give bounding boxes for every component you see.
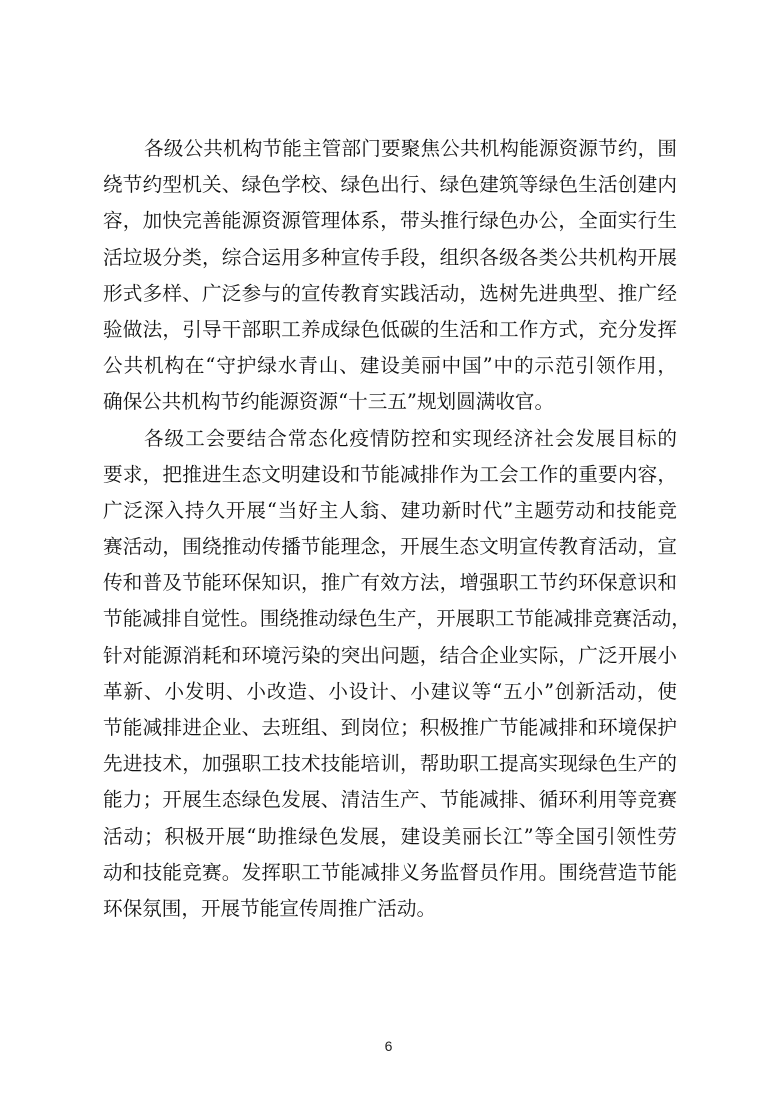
paragraph-line: 节能减排自觉性。围绕推动绿色生产，开展职工节能减排竞赛活动， <box>103 607 691 631</box>
paragraph-line: 验做法，引导干部职工养成绿色低碳的生活和工作方式，充分发挥 <box>103 317 677 341</box>
paragraph-line: 各级公共机构节能主管部门要聚焦公共机构能源资源节约，围 <box>144 137 677 160</box>
paragraph-1 <box>103 131 677 421</box>
paragraph-2 <box>103 421 691 928</box>
paragraph-line: 确保公共机构节约能源资源“十三五”规划圆满收官。 <box>103 390 555 414</box>
paragraph-line: 要求，把推进生态文明建设和节能减排作为工会工作的重要内容， <box>103 462 677 486</box>
paragraph-line: 传和普及节能环保知识，推广有效方法，增强职工节约环保意识和 <box>103 571 677 595</box>
page-number: 6 <box>384 1038 393 1054</box>
paragraph-line: 公共机构在“守护绿水青山、建设美丽中国”中的示范引领作用， <box>103 354 677 378</box>
paragraph-line: 节能减排进企业、去班组、到岗位；积极推广节能减排和环境保护 <box>103 716 677 739</box>
paragraph-line: 能力；开展生态绿色发展、清洁生产、节能减排、循环利用等竞赛 <box>103 788 677 812</box>
paragraph-line: 环保氛围，开展节能宣传周推广活动。 <box>103 896 437 920</box>
document-body <box>103 131 691 927</box>
paragraph-line: 活动；积极开展“助推绿色发展，建设美丽长江”等全国引领性劳 <box>103 824 677 848</box>
paragraph-line: 各级工会要结合常态化疫情防控和实现经济社会发展目标的 <box>144 426 677 450</box>
paragraph-line: 革新、小发明、小改造、小设计、小建议等“五小”创新活动，使 <box>103 679 677 703</box>
paragraph-line: 活垃圾分类，综合运用多种宣传手段，组织各级各类公共机构开展 <box>103 245 677 269</box>
paragraph-line: 绕节约型机关、绿色学校、绿色出行、绿色建筑等绿色生活创建内 <box>103 173 677 197</box>
paragraph-line: 容，加快完善能源资源管理体系，带头推行绿色办公，全面实行生 <box>103 209 677 233</box>
paragraph-line: 形式多样、广泛参与的宣传教育实践活动，选树先进典型、推广经 <box>103 281 677 305</box>
paragraph-line: 动和技能竞赛。发挥职工节能减排义务监督员作用。围绕营造节能 <box>103 860 677 884</box>
paragraph-line: 针对能源消耗和环境污染的突出问题，结合企业实际，广泛开展小 <box>103 643 677 667</box>
paragraph-line: 赛活动，围绕推动传播节能理念，开展生态文明宣传教育活动，宣 <box>103 535 677 559</box>
paragraph-line: 先进技术，加强职工技术技能培训，帮助职工提高实现绿色生产的 <box>103 752 677 776</box>
paragraph-line: 广泛深入持久开展“当好主人翁、建功新时代”主题劳动和技能竞 <box>103 498 677 522</box>
